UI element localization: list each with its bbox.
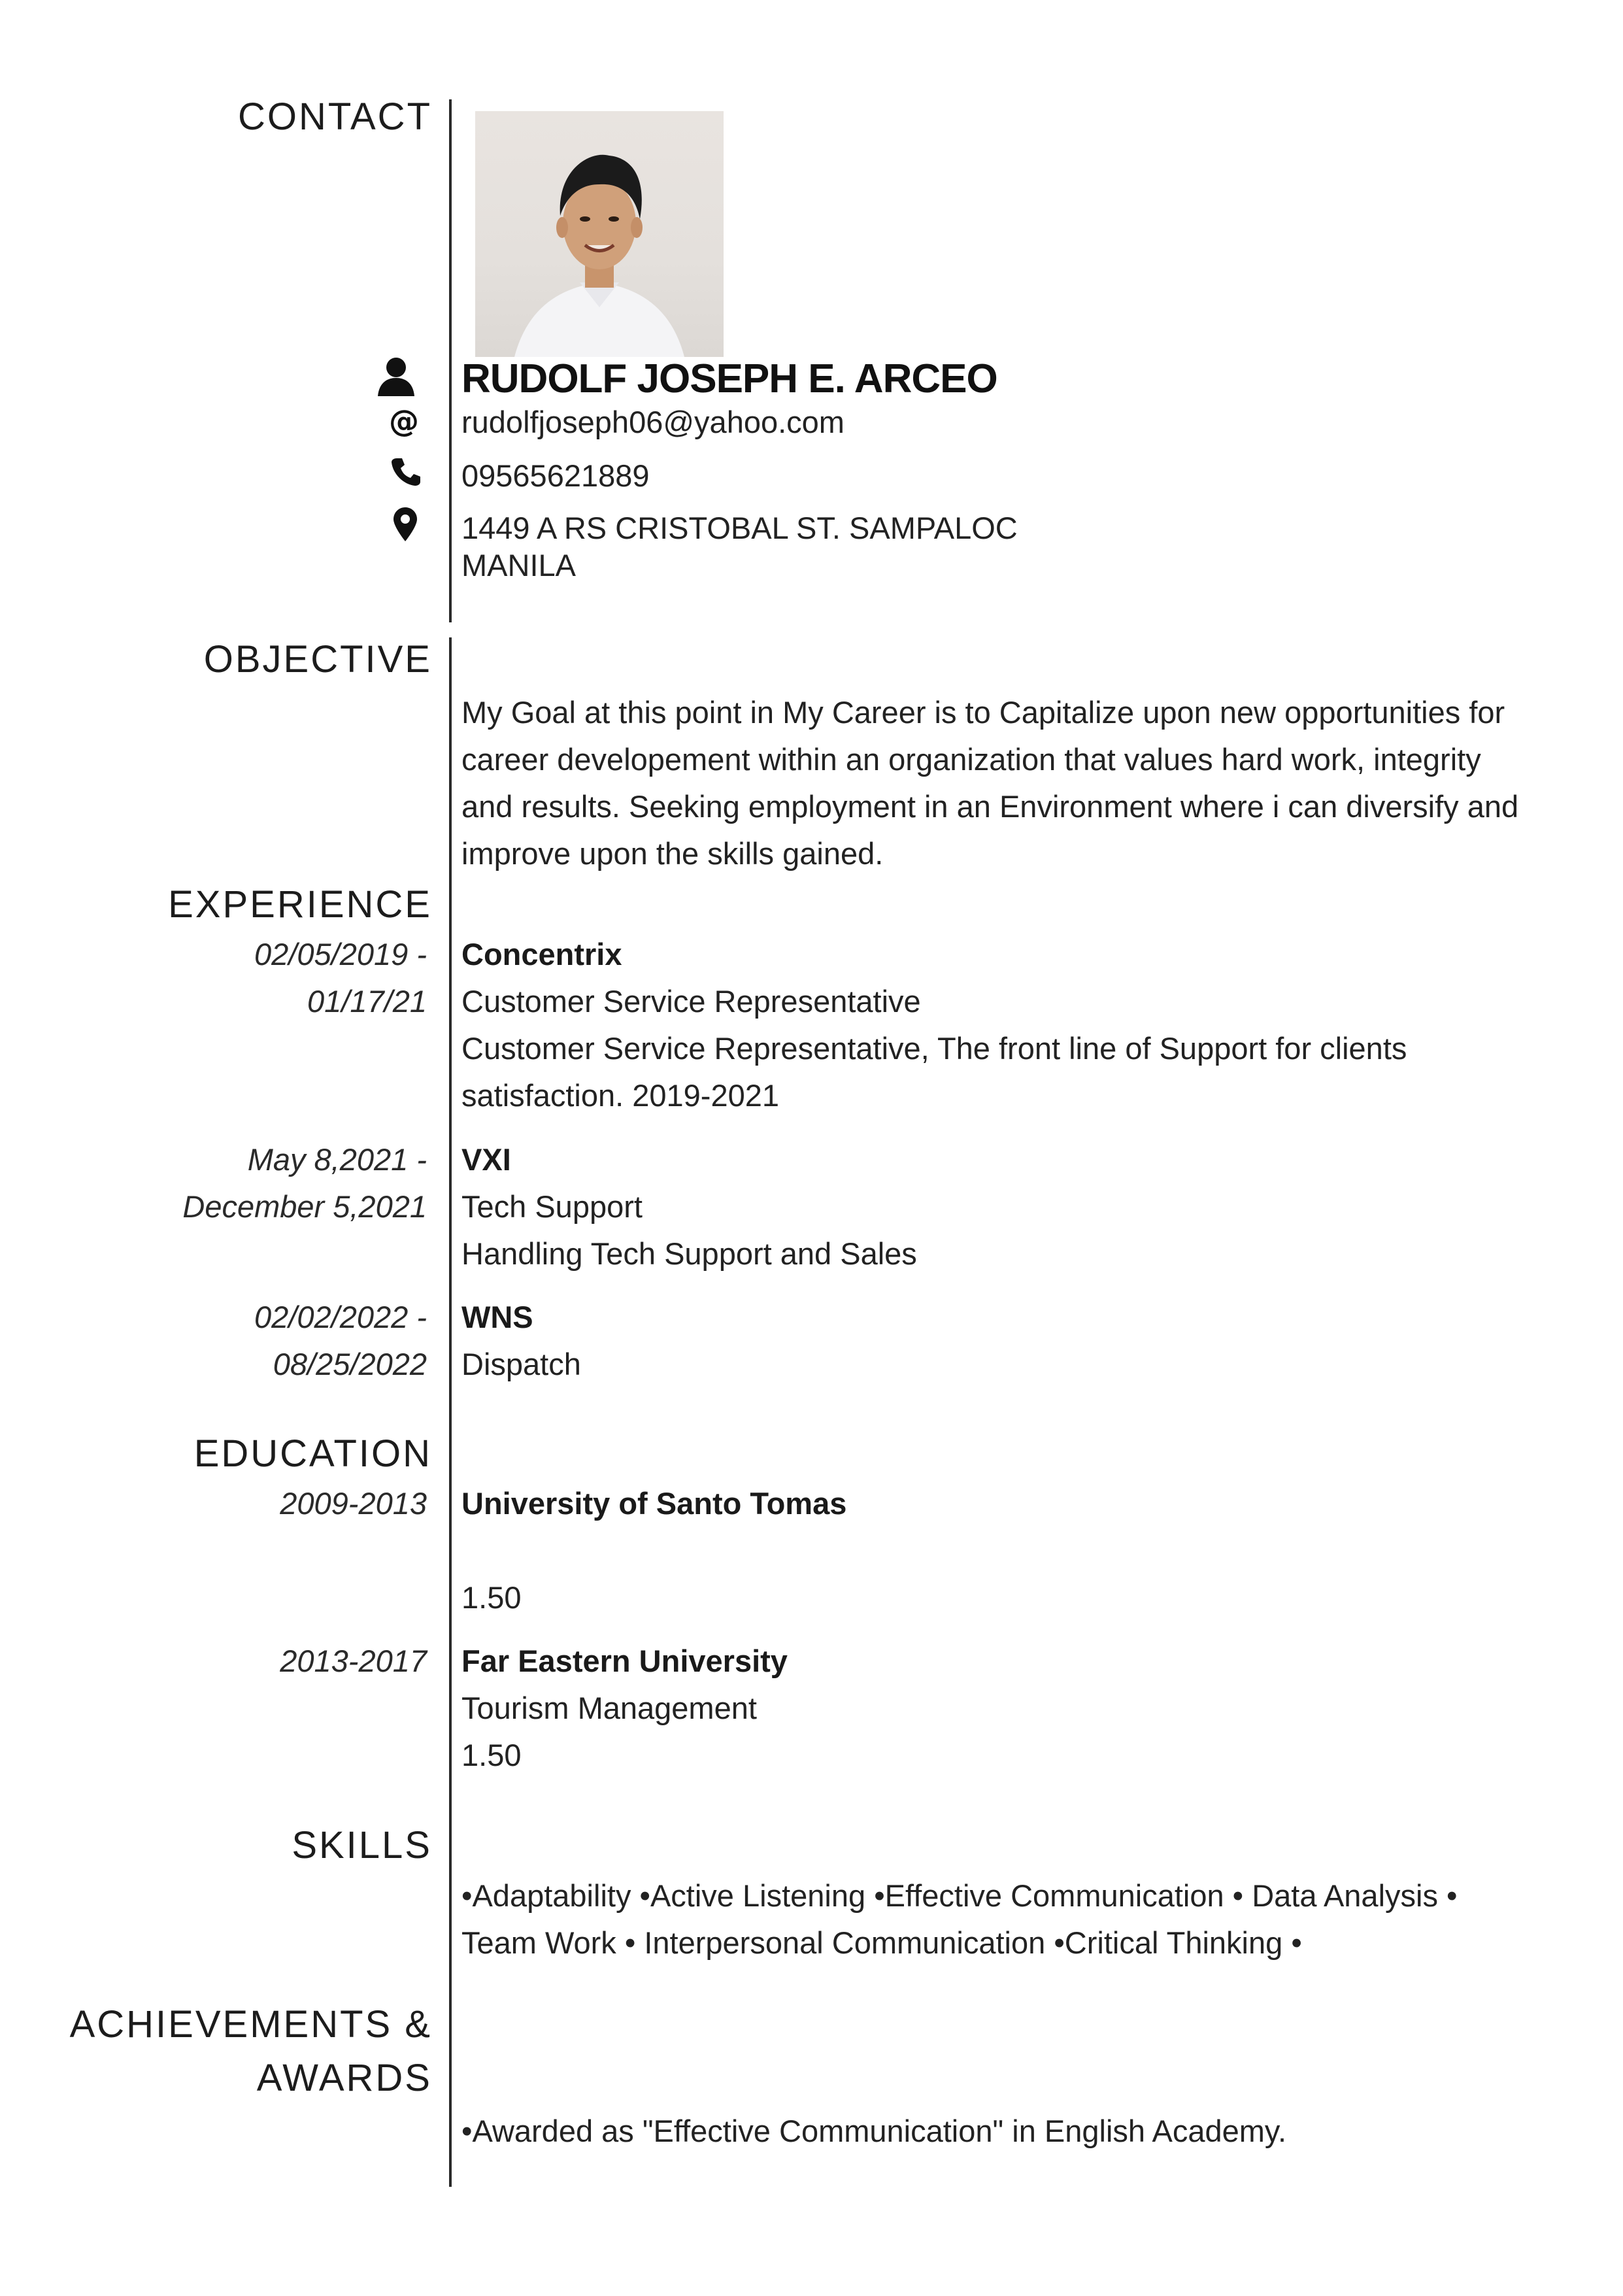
email: rudolfjoseph06@yahoo.com bbox=[461, 405, 845, 439]
edu-2-course: Tourism Management bbox=[461, 1691, 757, 1725]
exp-3-date-end: 08/25/2022 bbox=[273, 1347, 427, 1381]
edu-1-date: 2009-2013 bbox=[280, 1486, 427, 1521]
svg-text:@: @ bbox=[389, 405, 419, 437]
exp-1-date-start: 02/05/2019 - bbox=[254, 937, 427, 971]
profile-photo bbox=[475, 111, 724, 357]
exp-2-company: VXI bbox=[461, 1142, 511, 1177]
at-icon bbox=[388, 405, 420, 437]
full-name: RUDOLF JOSEPH E. ARCEO bbox=[461, 356, 997, 401]
exp-1-date-end: 01/17/21 bbox=[307, 984, 427, 1019]
address-line-1: 1449 A RS CRISTOBAL ST. SAMPALOC bbox=[461, 511, 1018, 545]
portrait-illustration bbox=[475, 111, 724, 357]
phone: 09565621889 bbox=[461, 458, 650, 493]
exp-2-desc-line-1: Handling Tech Support and Sales bbox=[461, 1236, 917, 1271]
exp-1-role: Customer Service Representative bbox=[461, 984, 921, 1019]
exp-3-company: WNS bbox=[461, 1300, 533, 1334]
edu-2-school: Far Eastern University bbox=[461, 1644, 788, 1678]
exp-1-desc-line-2: satisfaction. 2019-2021 bbox=[461, 1078, 779, 1113]
exp-2-date-start: May 8,2021 - bbox=[247, 1142, 427, 1177]
exp-2-role: Tech Support bbox=[461, 1189, 643, 1224]
skills-line-2: Team Work • Interpersonal Communication •Critical Thinking • bbox=[461, 1925, 1302, 1960]
person-icon bbox=[376, 356, 416, 396]
skills-heading: SKILLS bbox=[292, 1824, 432, 1866]
exp-2-date-end: December 5,2021 bbox=[182, 1189, 427, 1224]
exp-3-date-start: 02/02/2022 - bbox=[254, 1300, 427, 1334]
address-line-2: MANILA bbox=[461, 548, 576, 582]
skills-line-1: •Adaptability •Active Listening •Effective Communication • Data Analysis • bbox=[461, 1878, 1458, 1913]
exp-1-company: Concentrix bbox=[461, 937, 622, 971]
objective-line-4: improve upon the skills gained. bbox=[461, 836, 884, 871]
objective-heading: OBJECTIVE bbox=[203, 638, 432, 681]
achievements-heading-line-2: AWARDS bbox=[256, 2057, 432, 2099]
exp-3-role: Dispatch bbox=[461, 1347, 581, 1381]
exp-1-desc-line-1: Customer Service Representative, The front line of Support for clients bbox=[461, 1031, 1407, 1066]
objective-line-1: My Goal at this point in My Career is to Capitalize upon new opportunities for bbox=[461, 695, 1505, 730]
location-pin-icon bbox=[393, 507, 417, 541]
achievements-heading-line-1: ACHIEVEMENTS & bbox=[69, 2003, 432, 2046]
contact-divider bbox=[449, 99, 452, 622]
edu-2-date: 2013-2017 bbox=[280, 1644, 427, 1678]
experience-heading: EXPERIENCE bbox=[168, 883, 432, 926]
edu-2-grade: 1.50 bbox=[461, 1738, 522, 1772]
phone-icon bbox=[390, 456, 422, 487]
education-heading: EDUCATION bbox=[193, 1432, 432, 1475]
edu-1-grade: 1.50 bbox=[461, 1580, 522, 1615]
objective-line-3: and results. Seeking employment in an Environment where i can diversify and bbox=[461, 789, 1519, 824]
achievement-line-1: •Awarded as "Effective Communication" in English Academy. bbox=[461, 2114, 1287, 2148]
objective-line-2: career developement within an organization that values hard work, integrity bbox=[461, 742, 1481, 777]
contact-heading: CONTACT bbox=[237, 95, 432, 138]
edu-1-school: University of Santo Tomas bbox=[461, 1486, 847, 1521]
main-divider bbox=[449, 637, 452, 2187]
